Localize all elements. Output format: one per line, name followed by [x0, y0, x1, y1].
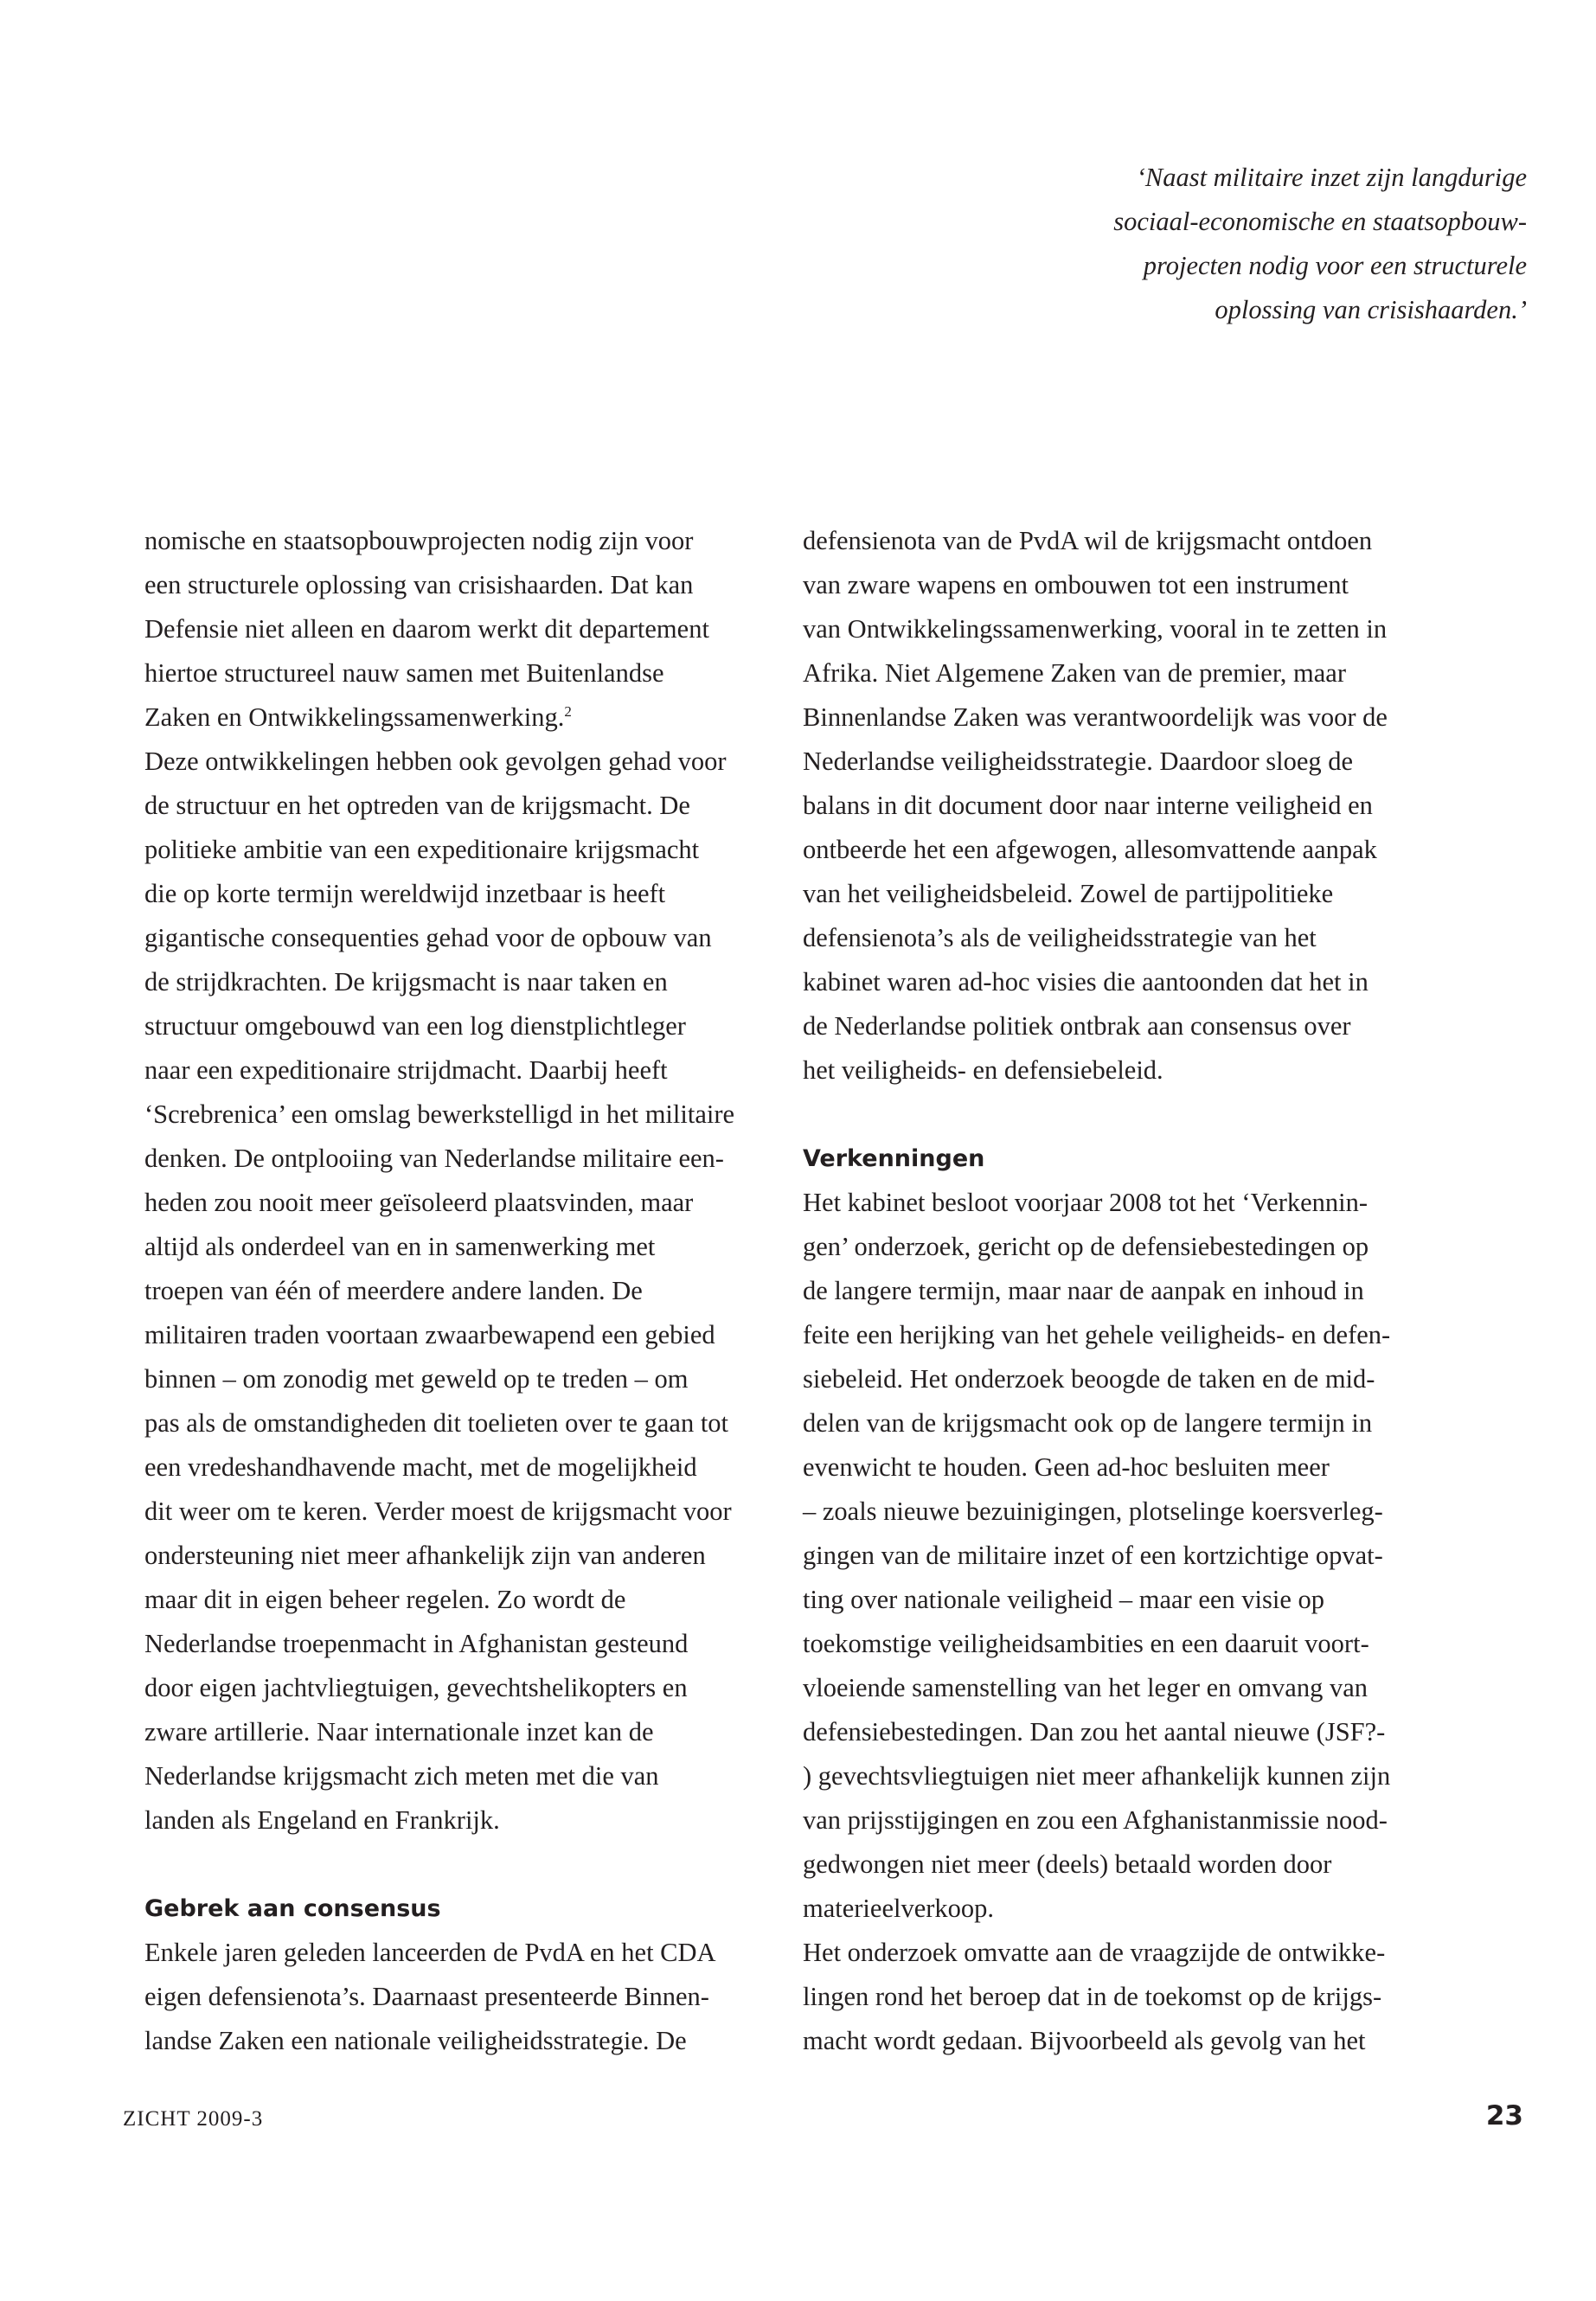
- pull-quote-line: ‘Naast militaire inzet zijn langdurige: [1136, 163, 1527, 192]
- text-line: [144, 1534, 811, 1578]
- page-number: 23: [1485, 2100, 1523, 2131]
- left-paragraph-1: [144, 519, 811, 740]
- text-line-content: Enkele jaren geleden lanceerden de PvdA en het CDA: [144, 1938, 716, 1967]
- text-line: [803, 1181, 1469, 1225]
- text-line: [803, 1004, 1469, 1048]
- text-line: [144, 1225, 811, 1269]
- pull-quote: [748, 156, 1527, 332]
- text-line: [803, 563, 1469, 607]
- text-line: [144, 519, 811, 563]
- text-line-content: ting over nationale veiligheid – maar een visie op: [803, 1585, 1325, 1614]
- left-paragraph-2: [144, 740, 811, 1843]
- text-line: [144, 695, 811, 740]
- text-line-content: structuur omgebouwd van een log dienstplichtleger: [144, 1011, 686, 1041]
- text-line-content: Nederlandse veiligheidsstrategie. Daardoor sloeg de: [803, 747, 1354, 776]
- text-line-content: naar een expeditionaire strijdmacht. Daarbij heeft: [144, 1055, 668, 1085]
- text-line-content: macht wordt gedaan. Bijvoorbeeld als gevolg van het: [803, 2026, 1366, 2055]
- text-line-content: van zware wapens en ombouwen tot een instrument: [803, 570, 1349, 599]
- text-line-content: het veiligheids- en defensiebeleid.: [803, 1055, 1163, 1085]
- text-line-content: materieelverkoop.: [803, 1894, 995, 1923]
- text-line-content: Afrika. Niet Algemene Zaken van de premier, maar: [803, 658, 1346, 688]
- text-line-content: de strijdkrachten. De krijgsmacht is naar taken en: [144, 967, 668, 997]
- text-line-content: Defensie niet alleen en daarom werkt dit departement: [144, 614, 709, 644]
- text-line: [803, 960, 1469, 1004]
- text-line: [803, 1225, 1469, 1269]
- text-line-content: van prijsstijgingen en zou een Afghanistanmissie nood-: [803, 1805, 1388, 1835]
- text-line-content: een structurele oplossing van crisishaarden. Dat kan: [144, 570, 694, 599]
- text-line: [803, 1710, 1469, 1754]
- text-line-content: gingen van de militaire inzet of een kortzichtige opvat-: [803, 1541, 1383, 1570]
- text-line: [144, 872, 811, 916]
- text-line-content: defensiebestedingen. Dan zou het aantal nieuwe (JSF?-: [803, 1717, 1386, 1747]
- text-line-content: ondersteuning niet meer afhankelijk zijn van anderen: [144, 1541, 706, 1570]
- text-line: [803, 1534, 1469, 1578]
- text-line-content: Nederlandse krijgsmacht zich meten met die van: [144, 1761, 659, 1791]
- right-paragraph-3: [803, 1931, 1469, 2063]
- text-line-content: – zoals nieuwe bezuinigingen, plotselinge koersverleg-: [803, 1497, 1383, 1526]
- text-line-content: ontbeerde het een afgewogen, allesomvattende aanpak: [803, 835, 1377, 864]
- text-line-content: gedwongen niet meer (deels) betaald worden door: [803, 1849, 1332, 1879]
- text-line: [144, 2019, 811, 2063]
- right-column: [803, 519, 1469, 2063]
- text-line: [803, 1313, 1469, 1357]
- text-line: [144, 1093, 811, 1137]
- text-line-content: de structuur en het optreden van de krijgsmacht. De: [144, 791, 690, 820]
- text-line-content: gen’ onderzoek, gericht op de defensiebestedingen op: [803, 1232, 1369, 1261]
- text-line-content: die op korte termijn wereldwijd inzetbaar is heeft: [144, 879, 666, 908]
- footnote-reference: 2: [564, 702, 572, 720]
- text-line: [803, 872, 1469, 916]
- text-line-content: lingen rond het beroep dat in de toekomst op de krijgs-: [803, 1982, 1382, 2011]
- text-line-content: een vredeshandhavende macht, met de mogelijkheid: [144, 1452, 697, 1482]
- text-line: [144, 1004, 811, 1048]
- left-paragraph-3: [144, 1931, 811, 2063]
- text-line-content: delen van de krijgsmacht ook op de langere termijn in: [803, 1408, 1373, 1438]
- right-paragraph-2: [803, 1181, 1469, 1931]
- text-line-content: feite een herijking van het gehele veiligheids- en defen-: [803, 1320, 1391, 1349]
- text-line-content: Nederlandse troepenmacht in Afghanistan gesteund: [144, 1629, 689, 1658]
- text-line: [144, 1313, 811, 1357]
- text-line: [144, 1048, 811, 1093]
- text-line: [803, 1445, 1469, 1490]
- text-line: [803, 607, 1469, 651]
- text-line: [144, 1622, 811, 1666]
- text-line-content: heden zou nooit meer geïsoleerd plaatsvinden, maar: [144, 1188, 694, 1217]
- pull-quote-line: oplossing van crisishaarden.’: [1215, 295, 1527, 324]
- text-line: [803, 2019, 1469, 2063]
- text-line-content: van het veiligheidsbeleid. Zowel de partijpolitieke: [803, 879, 1334, 908]
- text-line: [144, 1357, 811, 1401]
- text-line: [144, 1710, 811, 1754]
- text-line: [144, 651, 811, 695]
- text-line: [144, 563, 811, 607]
- text-line: [144, 1181, 811, 1225]
- text-line: [144, 1798, 811, 1843]
- text-line: [803, 740, 1469, 784]
- text-line: [144, 1445, 811, 1490]
- text-line: [144, 916, 811, 960]
- text-line: [144, 1975, 811, 2019]
- text-line-content: hiertoe structureel nauw samen met Buitenlandse: [144, 658, 664, 688]
- text-line-content: kabinet waren ad-hoc visies die aantoonden dat het in: [803, 967, 1368, 997]
- text-line: [144, 828, 811, 872]
- text-line-content: landse Zaken een nationale veiligheidsstrategie. De: [144, 2026, 687, 2055]
- text-line-content: van Ontwikkelingssamenwerking, vooral in te zetten in: [803, 614, 1388, 644]
- text-line-content: denken. De ontplooiing van Nederlandse militaire een-: [144, 1144, 724, 1173]
- text-line-content: nomische en staatsopbouwprojecten nodig zijn voor: [144, 526, 694, 555]
- text-line: [144, 1269, 811, 1313]
- pull-quote-line: projecten nodig voor een structurele: [1143, 251, 1527, 280]
- text-line-content: eigen defensienota’s. Daarnaast presenteerde Binnen-: [144, 1982, 709, 2011]
- text-line: [803, 695, 1469, 740]
- text-line-content: defensienota van de PvdA wil de krijgsmacht ontdoen: [803, 526, 1373, 555]
- text-line-content: maar dit in eigen beheer regelen. Zo wordt de: [144, 1585, 626, 1614]
- text-line-content: pas als de omstandigheden dit toelieten over te gaan tot: [144, 1408, 729, 1438]
- text-line: [803, 519, 1469, 563]
- text-line: [144, 1490, 811, 1534]
- text-line-content: toekomstige veiligheidsambities en een daaruit voort-: [803, 1629, 1369, 1658]
- text-line: [803, 1401, 1469, 1445]
- text-line: [803, 1357, 1469, 1401]
- right-paragraph-1: [803, 519, 1469, 1093]
- text-line-content: de Nederlandse politiek ontbrak aan consensus over: [803, 1011, 1351, 1041]
- text-line: [803, 1843, 1469, 1887]
- text-line: [144, 1401, 811, 1445]
- text-line-content: de langere termijn, maar naar de aanpak en inhoud in: [803, 1276, 1364, 1305]
- text-line-content: ) gevechtsvliegtuigen niet meer afhankelijk kunnen zijn: [803, 1761, 1391, 1791]
- text-line: [144, 607, 811, 651]
- text-line-content: siebeleid. Het onderzoek beoogde de taken en de mid-: [803, 1364, 1375, 1394]
- text-line: [803, 784, 1469, 828]
- text-line-content: troepen van één of meerdere andere landen. De: [144, 1276, 643, 1305]
- text-line-content: militairen traden voortaan zwaarbewapend een gebied: [144, 1320, 715, 1349]
- text-line-content: Het onderzoek omvatte aan de vraagzijde de ontwikke-: [803, 1938, 1386, 1967]
- footer-publication: ZICHT 2009-3: [123, 2107, 264, 2131]
- text-line: [803, 1931, 1469, 1975]
- text-line: [803, 1269, 1469, 1313]
- text-line-content: vloeiende samenstelling van het leger en omvang van: [803, 1673, 1368, 1702]
- spacer: [803, 1093, 1469, 1137]
- text-line: [144, 740, 811, 784]
- text-line-content: evenwicht te houden. Geen ad-hoc besluiten meer: [803, 1452, 1330, 1482]
- text-line: [144, 960, 811, 1004]
- text-line: [803, 916, 1469, 960]
- text-line: [803, 1666, 1469, 1710]
- text-line: [803, 1622, 1469, 1666]
- text-line: [144, 1931, 811, 1975]
- text-line-content: politieke ambitie van een expeditionaire krijgsmacht: [144, 835, 700, 864]
- text-line: [803, 651, 1469, 695]
- text-line-content: landen als Engeland en Frankrijk.: [144, 1805, 500, 1835]
- text-line-content: door eigen jachtvliegtuigen, gevechtshelikopters en: [144, 1673, 688, 1702]
- text-line-content: gigantische consequenties gehad voor de opbouw van: [144, 923, 712, 952]
- text-line-content: altijd als onderdeel van en in samenwerking met: [144, 1232, 656, 1261]
- text-line-content: ‘Screbrenica’ een omslag bewerkstelligd in het militaire: [144, 1099, 735, 1129]
- text-line-content: Het kabinet besloot voorjaar 2008 tot het ‘Verkennin-: [803, 1188, 1368, 1217]
- text-line: [803, 828, 1469, 872]
- left-column: [144, 519, 811, 2063]
- text-line-content: dit weer om te keren. Verder moest de krijgsmacht voor: [144, 1497, 732, 1526]
- text-line: [144, 1137, 811, 1181]
- section-heading-verkenningen: Verkenningen: [803, 1145, 985, 1172]
- text-line: [803, 1798, 1469, 1843]
- text-line: [803, 1975, 1469, 2019]
- section-heading-gebrek-aan-consensus: Gebrek aan consensus: [144, 1895, 441, 1922]
- text-line-content: balans in dit document door naar interne veiligheid en: [803, 791, 1373, 820]
- text-line-content: defensienota’s als de veiligheidsstrategie van het: [803, 923, 1317, 952]
- text-line-content: Zaken en Ontwikkelingssamenwerking.: [144, 702, 565, 732]
- text-line: [144, 1578, 811, 1622]
- text-line: [803, 1048, 1469, 1093]
- text-line: [144, 1666, 811, 1710]
- text-line: [803, 1754, 1469, 1798]
- text-line-content: Deze ontwikkelingen hebben ook gevolgen gehad voor: [144, 747, 727, 776]
- text-line: [144, 784, 811, 828]
- text-line: [144, 1754, 811, 1798]
- text-line-content: binnen – om zonodig met geweld op te treden – om: [144, 1364, 689, 1394]
- pull-quote-line: sociaal-economische en staatsopbouw-: [1113, 207, 1527, 236]
- text-line: [803, 1887, 1469, 1931]
- spacer: [144, 1843, 811, 1887]
- text-line-content: Binnenlandse Zaken was verantwoordelijk was voor de: [803, 702, 1388, 732]
- text-line: [803, 1490, 1469, 1534]
- text-line-content: zware artillerie. Naar internationale inzet kan de: [144, 1717, 654, 1747]
- text-line: [803, 1578, 1469, 1622]
